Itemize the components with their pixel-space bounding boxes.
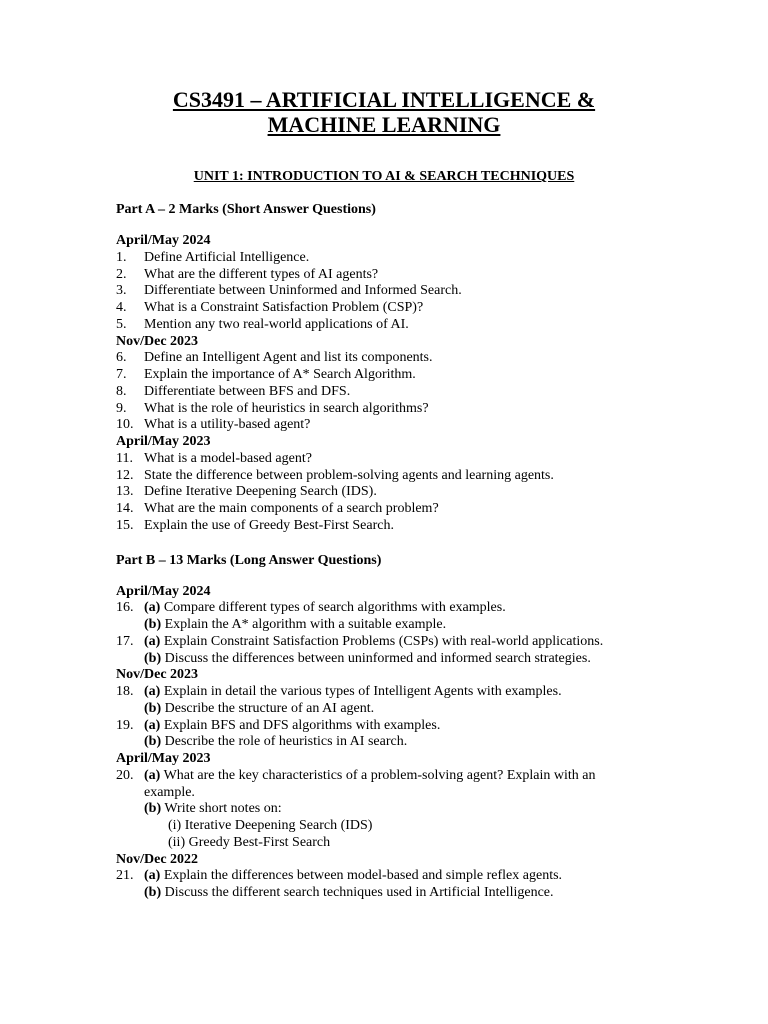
subpart-text: Describe the structure of an AI agent. [164, 700, 375, 716]
question-part-b [116, 701, 652, 718]
question-number: 13. [116, 484, 134, 500]
question-text: Define Iterative Deepening Search (IDS). [144, 484, 377, 500]
subpart-tag: (a) [144, 600, 161, 616]
part-b-session-apr-may-2024 [116, 584, 652, 668]
subpart-text: Discuss the different search techniques used in Artificial Intelligence. [164, 885, 554, 900]
subpart-tag: (b) [144, 801, 162, 817]
subpart-tag: (a) [144, 868, 161, 884]
question-item [116, 684, 652, 701]
question-part-a [144, 768, 652, 785]
subpart-text: Compare different types of search algorithms with examples. [163, 600, 506, 616]
question-part-a [144, 634, 652, 651]
subpart-tag: (b) [144, 617, 162, 632]
question-text: What is a Constraint Satisfaction Problem (CSP)? [144, 300, 424, 315]
subpart-text: Explain in detail the various types of Intelligent Agents with examples. [163, 684, 562, 699]
question-number: 19. [116, 717, 134, 733]
question-number: 6. [116, 350, 127, 366]
part-a-session-nov-dec-2023 [116, 334, 652, 435]
part-a-session-apr-may-2023 [116, 434, 652, 535]
nested-item: (i) Iterative Deepening Search (IDS) [168, 818, 373, 833]
question-part-b [116, 617, 652, 634]
question-text: What are the main components of a search problem? [144, 501, 439, 516]
question-part-b [116, 801, 652, 818]
subpart-text: Explain Constraint Satisfaction Problems (CSPs) with real-world applications. [163, 633, 604, 649]
subpart-text: What are the key characteristics of a problem-solving agent? Explain with an [163, 767, 596, 783]
question-item [116, 367, 652, 384]
question-number: 8. [116, 383, 127, 399]
session-label: April/May 2023 [116, 434, 211, 449]
question-item [116, 250, 652, 267]
question-text: Define Artificial Intelligence. [144, 249, 310, 265]
subpart-tag: (a) [144, 633, 161, 649]
part-b-session-apr-may-2023 [116, 751, 652, 852]
part-b-heading: Part B – 13 Marks (Long Answer Questions) [116, 552, 382, 568]
question-number: 16. [116, 600, 134, 616]
question-text: Explain the importance of A* Search Algorithm. [144, 367, 416, 382]
subpart-tag: (b) [144, 885, 162, 900]
question-number: 14. [116, 501, 134, 516]
question-number: 18. [116, 684, 134, 699]
subpart-tag: (a) [144, 684, 161, 699]
question-number: 20. [116, 767, 134, 783]
question-item [116, 384, 652, 401]
question-text: Define an Intelligent Agent and list its components. [144, 350, 433, 366]
question-item [116, 634, 652, 651]
subpart-tag: (a) [144, 767, 161, 783]
subpart-text-continuation: example. [144, 784, 195, 800]
question-part-a [144, 718, 652, 735]
question-item [116, 518, 652, 535]
question-item [116, 300, 652, 317]
question-text: What is a model-based agent? [144, 450, 312, 466]
subpart-tag: (a) [144, 717, 161, 733]
part-b-session-nov-dec-2023 [116, 667, 652, 751]
question-number: 2. [116, 266, 127, 282]
question-number: 5. [116, 316, 127, 332]
session-label: April/May 2024 [116, 233, 211, 248]
question-text: Explain the use of Greedy Best-First Search. [144, 517, 394, 533]
subpart-text: Discuss the differences between uninformed and informed search strategies. [164, 650, 591, 666]
question-text: What are the different types of AI agents? [144, 266, 379, 282]
session-label: Nov/Dec 2023 [116, 667, 199, 683]
question-number: 4. [116, 300, 127, 315]
question-text: What is a utility-based agent? [144, 417, 311, 433]
question-number: 21. [116, 868, 134, 884]
session-label: April/May 2023 [116, 751, 211, 766]
question-item [116, 417, 652, 434]
question-part-b [116, 885, 652, 902]
nested-item: (ii) Greedy Best-First Search [168, 834, 331, 850]
question-number: 15. [116, 517, 134, 533]
question-item [116, 350, 652, 367]
part-a-session-apr-may-2024 [116, 233, 652, 334]
part-a-heading: Part A – 2 Marks (Short Answer Questions) [116, 202, 376, 217]
question-item [116, 501, 652, 518]
question-number: 12. [116, 467, 134, 483]
question-item [116, 317, 652, 334]
session-label: April/May 2024 [116, 583, 211, 599]
question-number: 17. [116, 633, 134, 649]
session-label: Nov/Dec 2023 [116, 333, 199, 349]
question-number: 7. [116, 367, 127, 382]
question-text: State the difference between problem-solving agents and learning agents. [144, 467, 554, 483]
question-part-a [144, 868, 652, 885]
question-number: 11. [116, 450, 133, 466]
question-part-b [116, 651, 652, 668]
title-line-1: CS3491 – ARTIFICIAL INTELLIGENCE & [172, 87, 596, 112]
question-item [116, 718, 652, 735]
question-item [116, 768, 652, 785]
title-line-2: MACHINE LEARNING [267, 112, 501, 137]
question-text: What is the role of heuristics in search algorithms? [144, 400, 429, 416]
question-item [116, 451, 652, 468]
subpart-tag: (b) [144, 650, 162, 666]
question-number: 9. [116, 400, 127, 416]
question-text: Differentiate between BFS and DFS. [144, 383, 351, 399]
question-number: 10. [116, 417, 134, 433]
question-item [116, 283, 652, 300]
question-item [116, 468, 652, 485]
question-item [116, 267, 652, 284]
question-item [116, 868, 652, 885]
subpart-text: Explain the A* algorithm with a suitable example. [164, 617, 447, 632]
question-item [116, 484, 652, 501]
unit-heading: UNIT 1: INTRODUCTION TO AI & SEARCH TECHNIQUES [193, 169, 575, 184]
question-item [116, 600, 652, 617]
question-part-a [144, 684, 652, 701]
question-number: 3. [116, 283, 127, 299]
question-item [116, 401, 652, 418]
subpart-text: Describe the role of heuristics in AI search. [164, 734, 408, 750]
question-text: Mention any two real-world applications of AI. [144, 316, 409, 332]
subpart-tag: (b) [144, 734, 162, 750]
question-part-b [116, 734, 652, 751]
document-title [116, 87, 652, 137]
subpart-tag: (b) [144, 700, 162, 716]
question-number: 1. [116, 249, 127, 265]
part-b-session-nov-dec-2022 [116, 852, 652, 902]
subpart-text: Explain the differences between model-based and simple reflex agents. [163, 868, 563, 884]
question-part-a [144, 600, 652, 617]
subpart-text: Explain BFS and DFS algorithms with examples. [163, 717, 441, 733]
subpart-text: Write short notes on: [164, 801, 282, 817]
session-label: Nov/Dec 2022 [116, 851, 199, 867]
question-text: Differentiate between Uninformed and Informed Search. [144, 283, 462, 299]
